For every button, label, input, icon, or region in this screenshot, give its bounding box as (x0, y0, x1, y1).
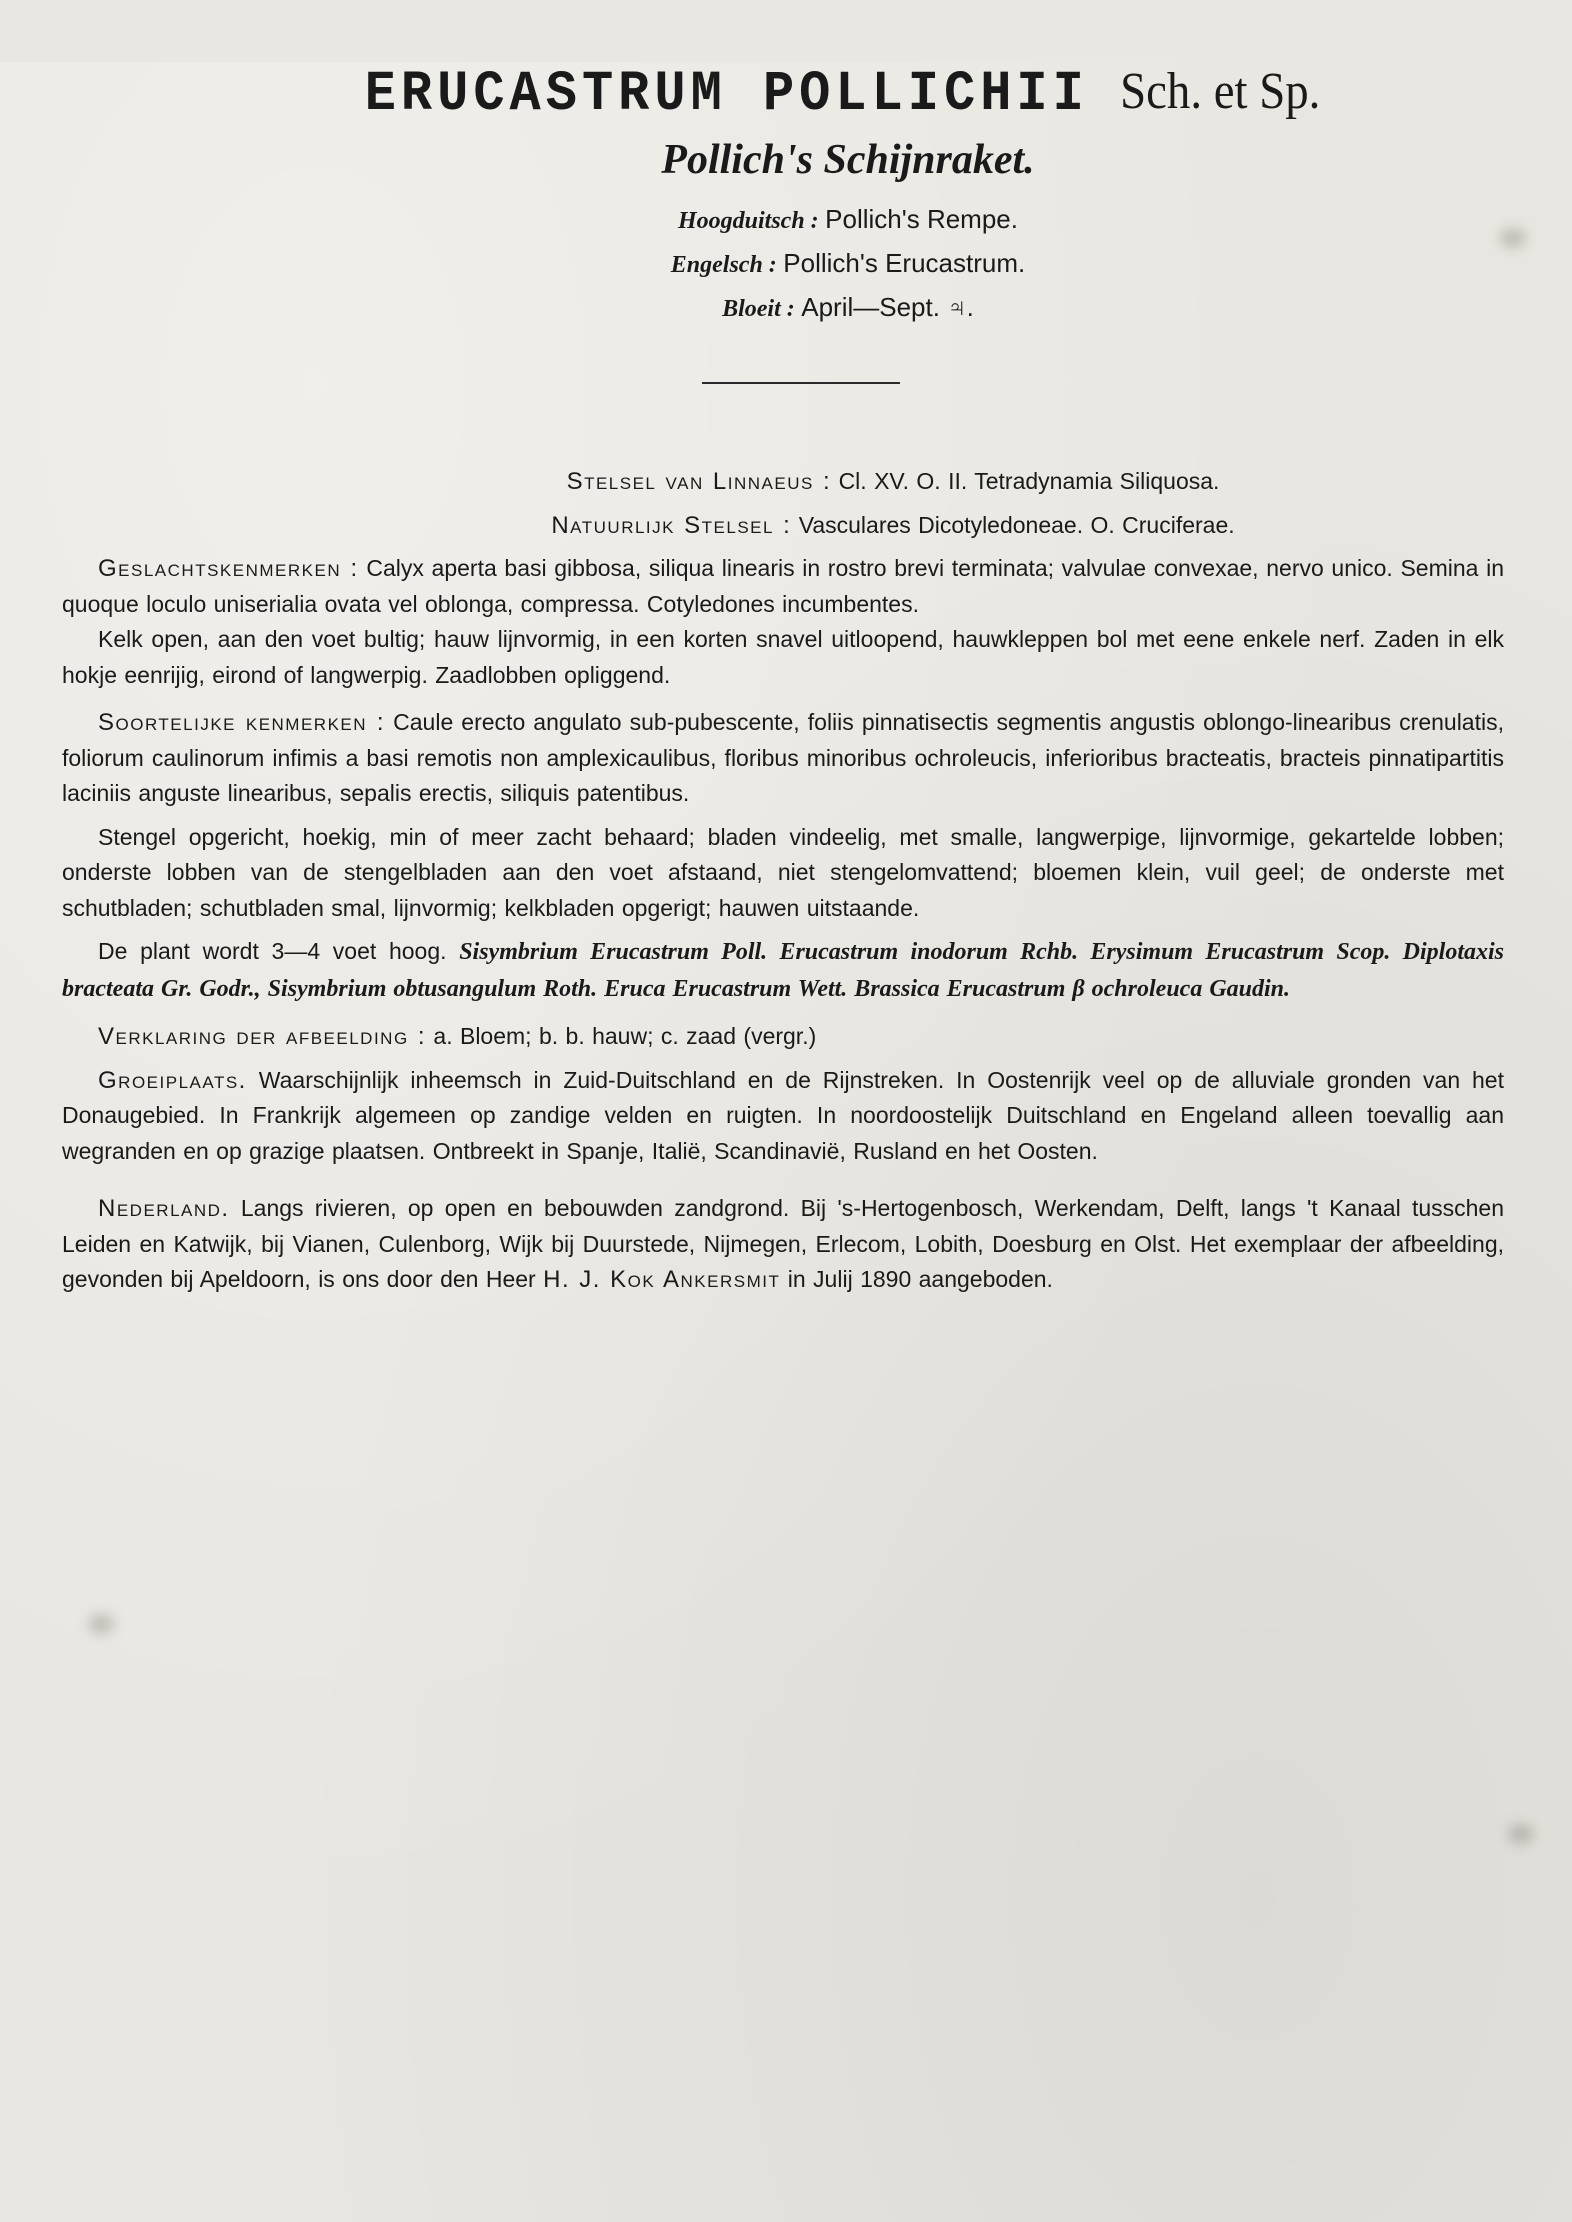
genus-characteristics (62, 551, 1504, 622)
title-line (62, 62, 1504, 132)
ink-blot (1500, 228, 1526, 248)
section-label: Verklaring der afbeelding : (98, 1023, 427, 1050)
name-row-english (192, 242, 1504, 286)
section-label: Stelsel van Linnaeus : (566, 468, 832, 495)
species-title: ERUCASTRUM POLLICHII (364, 62, 1089, 127)
section-text: Langs rivieren, op open en bebouwden zandgrond. Bij 's-Hertogenbosch, Werkendam, Delft, langs 't Kanaal tusschen Leiden en Katwijk, bij Vianen, Culenborg, Wijk bij Duurstede, Nijmegen, Erlecom, Lobith, Doesburg en Olst. Het exemplaar der afbeelding, gevonden bij Apeldoorn, is ons door den Heer (62, 1195, 1505, 1292)
habitat (62, 1063, 1504, 1170)
section-text: Cl. XV. O. II. Tetradynamia Siliquosa. (838, 468, 1220, 494)
name-label: Bloeit : (722, 296, 795, 322)
name-value: Pollich's Rempe. (825, 204, 1018, 234)
name-label: Hoogduitsch : (677, 208, 819, 234)
person-name: H. J. Kok Ankersmit (543, 1266, 781, 1293)
name-value: Pollich's Erucastrum. (783, 248, 1026, 278)
natural-system (62, 508, 1504, 544)
section-text: Caule erecto angulato sub-pubescente, foliis pinnatisectis segmentis angustis oblongo-linearibus crenulatis, foliorum caulinorum infimis a basi remotis non amplexicaulibus, floribus minoribus ochroleucis, inferioribus bracteatis, bracteis pinnatipartitis laciniis anguste linearibus, sepalis erectis, siliquis patentibus. (62, 709, 1504, 806)
section-label: Soortelijke kenmerken : (98, 709, 386, 736)
ink-blot (1508, 1824, 1534, 1844)
figure-explanation (62, 1019, 1504, 1055)
section-label: Natuurlijk Stelsel : (551, 511, 792, 539)
section-text-tail: in Julij 1890 aangeboden. (787, 1266, 1053, 1292)
genus-characteristics-dutch: Kelk open, aan den voet bultig; hauw lijnvormig, in een korten snavel uitloopend, hauwkleppen bol met eene enkele nerf. Zaden in elk hokje eenrijig, eirond of langwerpig. Zaadlobben opliggend. (62, 626, 1504, 688)
species-author: Sch. et Sp. (1119, 63, 1321, 120)
species-characteristics-dutch: Stengel opgericht, hoekig, min of meer zacht behaard; bladen vindeelig, met smalle, langwerpige, lijnvormige, gekartelde lobben; onderste lobben van de stengelbladen aan den voet afstaand, niet stengelomvattend; bloemen klein, vuil geel; de onderste met schutbladen; schutbladen smal, lijnvormig; kelkbladen opgerigt; hauwen uitstaande. (62, 823, 1504, 921)
name-value: April—Sept. ♃. (801, 292, 974, 322)
plant-height: De plant wordt 3—4 voet hoog. (98, 938, 447, 964)
page-header (62, 62, 1504, 330)
ink-blot (88, 1614, 114, 1634)
section-label: Groeiplaats. (98, 1066, 247, 1094)
plant-synonyms (62, 934, 1504, 1007)
section-text: Waarschijnlijk inheemsch in Zuid-Duitschland en de Rijnstreken. In Oostenrijk veel op de alluviale gronden van het Donaugebied. In Frankrijk algemeen op zandige velden en ruigten. In noordoostelijk Duitschland en Engeland alleen toevallig aan wegranden en op grazige plaatsen. Ontbreekt in Spanje, Italië, Scandinavië, Rusland en het Oosten. (62, 1066, 1504, 1164)
name-row-bloom (192, 286, 1504, 330)
section-label: Geslachtskenmerken : (98, 555, 359, 582)
linnaeus-system (62, 464, 1504, 500)
document-page (0, 62, 1572, 2222)
section-text: a. Bloem; b. b. hauw; c. zaad (vergr.) (433, 1023, 817, 1049)
name-label: Engelsch : (670, 252, 777, 278)
synonym-list: Sisymbrium Erucastrum Poll. Erucastrum inodorum Rchb. Erysimum Erucastrum Scop. Diplotaxis bracteata Gr. Godr., Sisymbrium obtusangulum Roth. Eruca Erucastrum Wett. Brassica Erucastrum β ochroleuca Gaudin. (62, 939, 1505, 1002)
species-characteristics (62, 705, 1504, 812)
section-text: Vasculares Dicotyledoneae. O. Cruciferae. (798, 511, 1235, 538)
divider-rule (702, 382, 900, 384)
dutch-name: Pollich's Schijnraket. (661, 137, 1035, 183)
name-row-german (192, 198, 1504, 242)
section-label: Nederland. (98, 1195, 230, 1222)
netherlands-distribution (62, 1191, 1504, 1298)
section-text: Calyx aperta basi gibbosa, siliqua linearis in rostro brevi terminata; valvulae convexae, nervo unico. Semina in quoque loculo uniserialia ovata vel oblonga, compressa. Cotyledones incumbentes. (62, 555, 1504, 617)
description-body (62, 464, 1504, 1298)
common-names (62, 198, 1504, 330)
